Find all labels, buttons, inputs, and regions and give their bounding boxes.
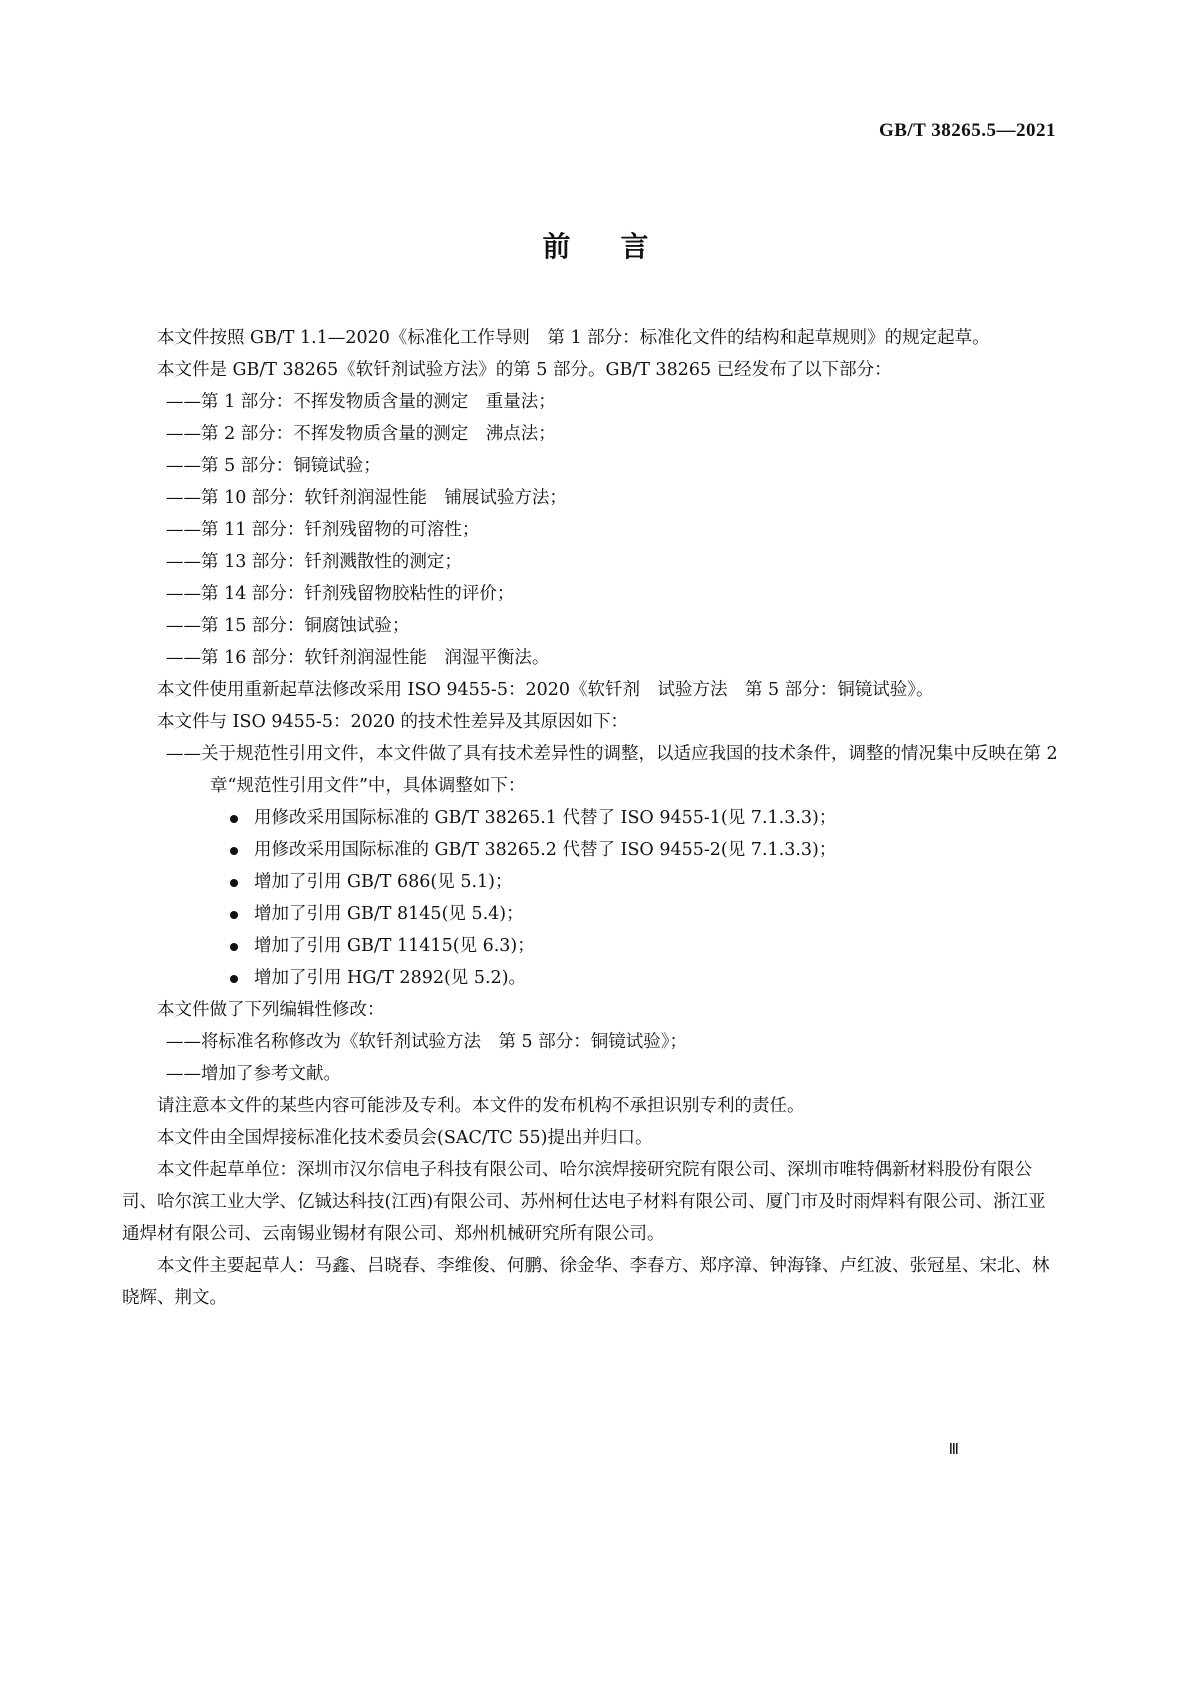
bullet-dot-icon: [230, 911, 238, 919]
bullet-dot-icon: [230, 943, 238, 951]
list-item-part: ——第 5 部分：铜镜试验；: [166, 456, 381, 476]
bullet-dot-icon: [230, 847, 238, 855]
list-item-part: ——第 11 部分：钎剂残留物的可溶性；: [166, 520, 480, 540]
paragraph-differences: 本文件与 ISO 9455-5：2020 的技术性差异及其原因如下：: [157, 712, 629, 732]
bullet-item: [122, 802, 1062, 834]
bullet-dot-icon: [230, 815, 238, 823]
list-item-difference: ——关于规范性引用文件，本文件做了具有技术差异性的调整，以适应我国的技术条件，调整的情况集中反映在第 2 章“规范性引用文件”中，具体调整如下：: [166, 744, 1058, 796]
page-title: 前言: [542, 230, 699, 263]
list-item-part: ——第 16 部分：软钎剂润湿性能 润湿平衡法。: [166, 648, 550, 668]
list-item-part: ——第 1 部分：不挥发物质含量的测定 重量法；: [166, 392, 556, 412]
paragraph-patent: 请注意本文件的某些内容可能涉及专利。本文件的发布机构不承担识别专利的责任。: [157, 1096, 805, 1116]
list-item-part: ——第 2 部分：不挥发物质含量的测定 沸点法；: [166, 424, 556, 444]
paragraph-drafting-units: 本文件起草单位：深圳市汉尔信电子科技有限公司、哈尔滨焊接研究院有限公司、深圳市唯特偶新材料股份有限公司、哈尔滨工业大学、亿铖达科技(江西)有限公司、苏州柯仕达电子材料有限公司、厦门市及时雨焊料有限公司、浙江亚通焊材有限公司、云南锡业锡材有限公司、郑州机械研究所有限公司。: [122, 1160, 1046, 1244]
paragraph-proposer: 本文件由全国焊接标准化技术委员会(SAC/TC 55)提出并归口。: [157, 1128, 653, 1148]
standard-number: GB/T 38265.5—2021: [878, 120, 1056, 141]
bullet-text: 增加了引用 HG/T 2892(见 5.2)。: [254, 968, 527, 988]
bullet-text: 用修改采用国际标准的 GB/T 38265.2 代替了 ISO 9455-2(见 7.1.3.3)；: [254, 840, 837, 860]
bullet-dot-icon: [230, 879, 238, 887]
bullet-text: 增加了引用 GB/T 8145(见 5.4)；: [254, 904, 524, 924]
document-body: [122, 322, 1062, 1314]
list-item-part: ——第 10 部分：软钎剂润湿性能 铺展试验方法；: [166, 488, 567, 508]
page-number: Ⅲ: [948, 1442, 959, 1458]
bullet-item: [122, 866, 1062, 898]
paragraph-drafters: 本文件主要起草人：马鑫、吕晓春、李维俊、何鹏、徐金华、李春方、郑序漳、钟海锋、卢红波、张冠星、宋北、林晓辉、荆文。: [122, 1256, 1050, 1308]
bullet-text: 增加了引用 GB/T 11415(见 6.3)；: [254, 936, 535, 956]
list-item-part: ——第 15 部分：铜腐蚀试验；: [166, 616, 410, 636]
bullet-item: [122, 930, 1062, 962]
bullet-item: [122, 962, 1062, 994]
paragraph-series-intro: 本文件是 GB/T 38265《软钎剂试验方法》的第 5 部分。GB/T 38265 已经发布了以下部分：: [157, 360, 892, 380]
bullet-dot-icon: [230, 975, 238, 983]
list-item-part: ——第 13 部分：钎剂溅散性的测定；: [166, 552, 462, 572]
paragraph-drafting-rules: 本文件按照 GB/T 1.1—2020《标准化工作导则 第 1 部分：标准化文件的结构和起草规则》的规定起草。: [157, 328, 990, 348]
paragraph-adoption: 本文件使用重新起草法修改采用 ISO 9455-5：2020《软钎剂 试验方法 第 5 部分：铜镜试验》。: [157, 680, 934, 700]
bullet-item: [122, 898, 1062, 930]
bullet-text: 用修改采用国际标准的 GB/T 38265.1 代替了 ISO 9455-1(见 7.1.3.3)；: [254, 808, 837, 828]
list-item-part: ——第 14 部分：钎剂残留物胶粘性的评价；: [166, 584, 515, 604]
list-item-edit: ——将标准名称修改为《软钎剂试验方法 第 5 部分：铜镜试验》；: [166, 1032, 688, 1052]
paragraph-editorial: 本文件做了下列编辑性修改：: [157, 1000, 385, 1020]
list-item-edit: ——增加了参考文献。: [166, 1064, 341, 1084]
bullet-item: [122, 834, 1062, 866]
bullet-text: 增加了引用 GB/T 686(见 5.1)；: [254, 872, 513, 892]
